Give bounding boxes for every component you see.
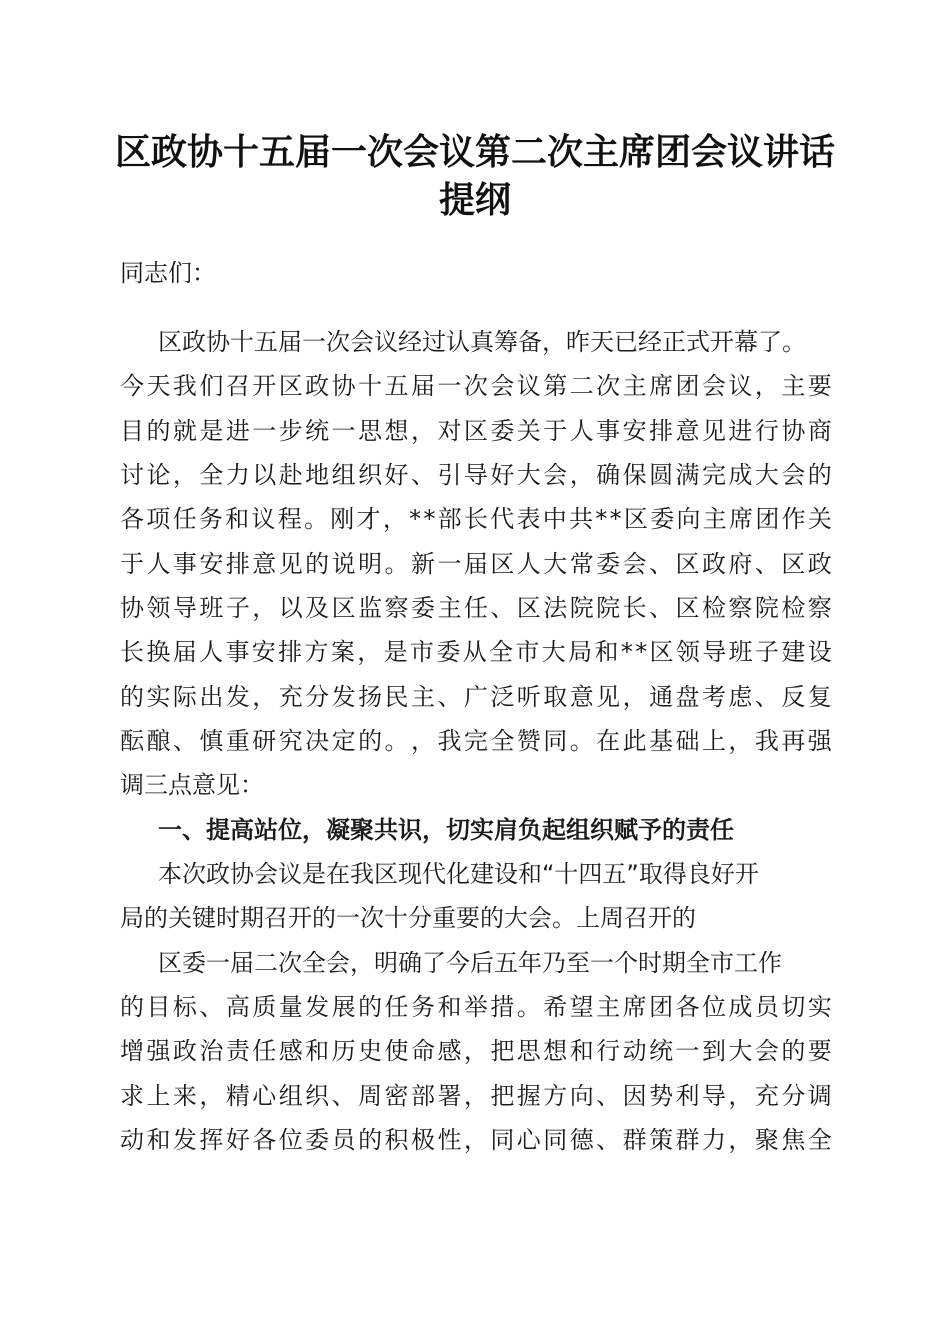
- title-line-1: 区政协十五届一次会议第二次主席团会议讲话: [114, 131, 835, 173]
- paragraph-1-line-3: 目 的 就 是 进 一 步 统 一 思 想 ， 对 区 委 关 于 人 事 安 排 意 见 进 行 协 商: [120, 417, 832, 445]
- paragraph-1-line-9: 的 实 际 出 发 ， 充 分 发 扬 民 主 、 广 泛 听 取 意 见 ， 通 盘 考 虑 、 反 复: [120, 683, 832, 711]
- section-paragraph-2-line-5: 动 和 发 挥 好 各 位 委 员 的 积 极 性 ， 同 心 同 德 、 群 策 群 力 ， 聚 焦 全: [120, 1126, 832, 1154]
- paragraph-1-line-1: 区政协十五届一次会议经过认真筹备，昨天已经正式开幕了。: [158, 328, 806, 356]
- paragraph-1-line-11: 调三点意见：: [120, 771, 264, 799]
- section-paragraph-1-line-2: 局的关键时期召开的一次十分重要的大会。上周召开的: [120, 904, 696, 932]
- paragraph-1-line-2: 今 天 我 们 召 开 区 政 协 十 五 届 一 次 会 议 第 二 次 主 席 团 会 议 ， 主 要: [120, 372, 832, 400]
- section-paragraph-2-line-3: 增 强 政 治 责 任 感 和 历 史 使 命 感 ， 把 思 想 和 行 动 统 一 到 大 会 的 要: [120, 1037, 832, 1065]
- paragraph-1-line-7: 协 领 导 班 子 ， 以 及 区 监 察 委 主 任 、 区 法 院 院 长 、 区 检 察 院 检 察: [120, 594, 832, 622]
- section-heading: 一、提高站位，凝聚共识，切实肩负起组织赋予的责任: [158, 816, 734, 844]
- section-paragraph-2-line-1: 区委一届二次全会，明确了今后五年乃至一个时期全市工作: [158, 949, 782, 977]
- salutation: 同志们：: [120, 259, 216, 287]
- paragraph-1-line-8: 长 换 届 人 事 安 排 方 案 ， 是 市 委 从 全 市 大 局 和 * * 区 领 导 班 子 建 设: [120, 638, 832, 666]
- paragraph-1-line-6: 于 人 事 安 排 意 见 的 说 明 。 新 一 届 区 人 大 常 委 会 、 区 政 府 、 区 政: [120, 550, 832, 578]
- section-paragraph-2-line-2: 的 目 标 、 高 质 量 发 展 的 任 务 和 举 措 。 希 望 主 席 团 各 位 成 员 切 实: [120, 993, 832, 1021]
- title-line-2: 提纲: [438, 179, 511, 221]
- paragraph-1-line-5: 各 项 任 务 和 议 程 。 刚 才 ， * * 部 长 代 表 中 共 * * 区 委 向 主 席 团 作 关: [120, 505, 832, 533]
- document-title: [100, 128, 850, 224]
- paragraph-1-line-4: 讨 论 ， 全 力 以 赴 地 组 织 好 、 引 导 好 大 会 ， 确 保 圆 满 完 成 大 会 的: [120, 461, 832, 489]
- section-paragraph-1-line-1: 本次政协会议是在我区现代化建设和“十四五”取得良好开: [158, 860, 759, 888]
- paragraph-1-line-10: 酝 酿 、 慎 重 研 究 决 定 的 。 ， 我 完 全 赞 同 。 在 此 基 础 上 ， 我 再 强: [120, 727, 832, 755]
- section-paragraph-2-line-4: 求 上 来 ， 精 心 组 织 、 周 密 部 署 ， 把 握 方 向 、 因 势 利 导 ， 充 分 调: [120, 1082, 832, 1110]
